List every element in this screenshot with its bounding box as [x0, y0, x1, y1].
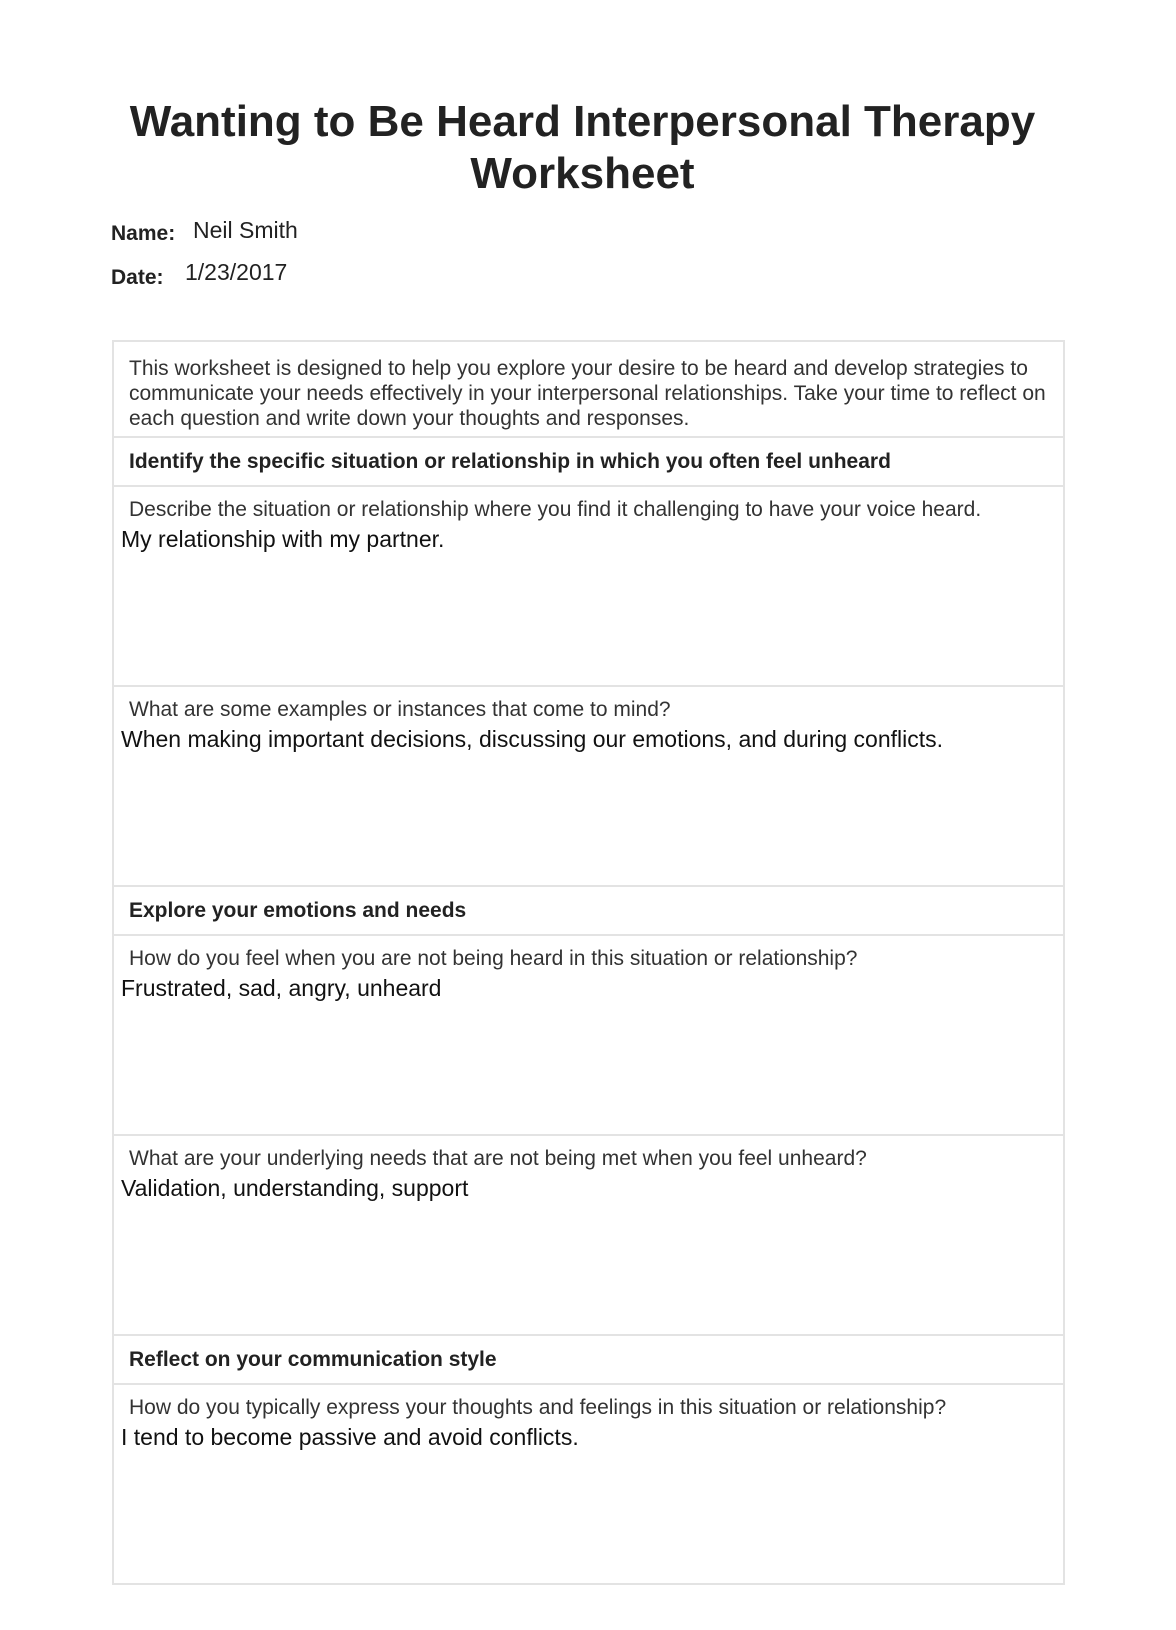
date-value: 1/23/2017 [185, 259, 288, 285]
question-cell[interactable] [113, 1384, 1064, 1584]
page-title: Wanting to Be Heard Interpersonal Therapy Worksheet [129, 97, 1036, 198]
question-cell[interactable] [113, 686, 1064, 886]
question-cell[interactable] [113, 935, 1064, 1135]
question-text: How do you feel when you are not being heard in this situation or relationship? [129, 947, 858, 970]
answer-text[interactable]: When making important decisions, discussing our emotions, and during conflicts. [121, 726, 944, 752]
question-text: What are your underlying needs that are not being met when you feel unheard? [129, 1147, 867, 1170]
answer-text[interactable]: Frustrated, sad, angry, unheard [121, 975, 442, 1001]
question-cell[interactable] [113, 486, 1064, 686]
section-heading: Identify the specific situation or relationship in which you often feel unheard [113, 437, 1064, 486]
intro-text: This worksheet is designed to help you explore your desire to be heard and develop strategies to communicate your needs effectively in your interpersonal relationships. Take your time to reflect on each question and write down your thoughts and responses. [113, 341, 1064, 437]
question-text: What are some examples or instances that come to mind? [129, 698, 671, 721]
answer-text[interactable]: I tend to become passive and avoid conflicts. [121, 1424, 579, 1450]
question-text: How do you typically express your thoughts and feelings in this situation or relationship? [129, 1396, 947, 1419]
section-heading: Explore your emotions and needs [113, 886, 1064, 935]
answer-text[interactable]: Validation, understanding, support [121, 1175, 469, 1201]
answer-text[interactable]: My relationship with my partner. [121, 526, 445, 552]
name-label: Name: [111, 222, 176, 245]
question-cell[interactable] [113, 1135, 1064, 1335]
worksheet-table [112, 340, 1065, 1585]
question-text: Describe the situation or relationship where you find it challenging to have your voice heard. [129, 498, 982, 521]
date-label: Date: [111, 266, 164, 289]
section-heading: Reflect on your communication style [113, 1335, 1064, 1384]
name-value: Neil Smith [193, 217, 298, 243]
